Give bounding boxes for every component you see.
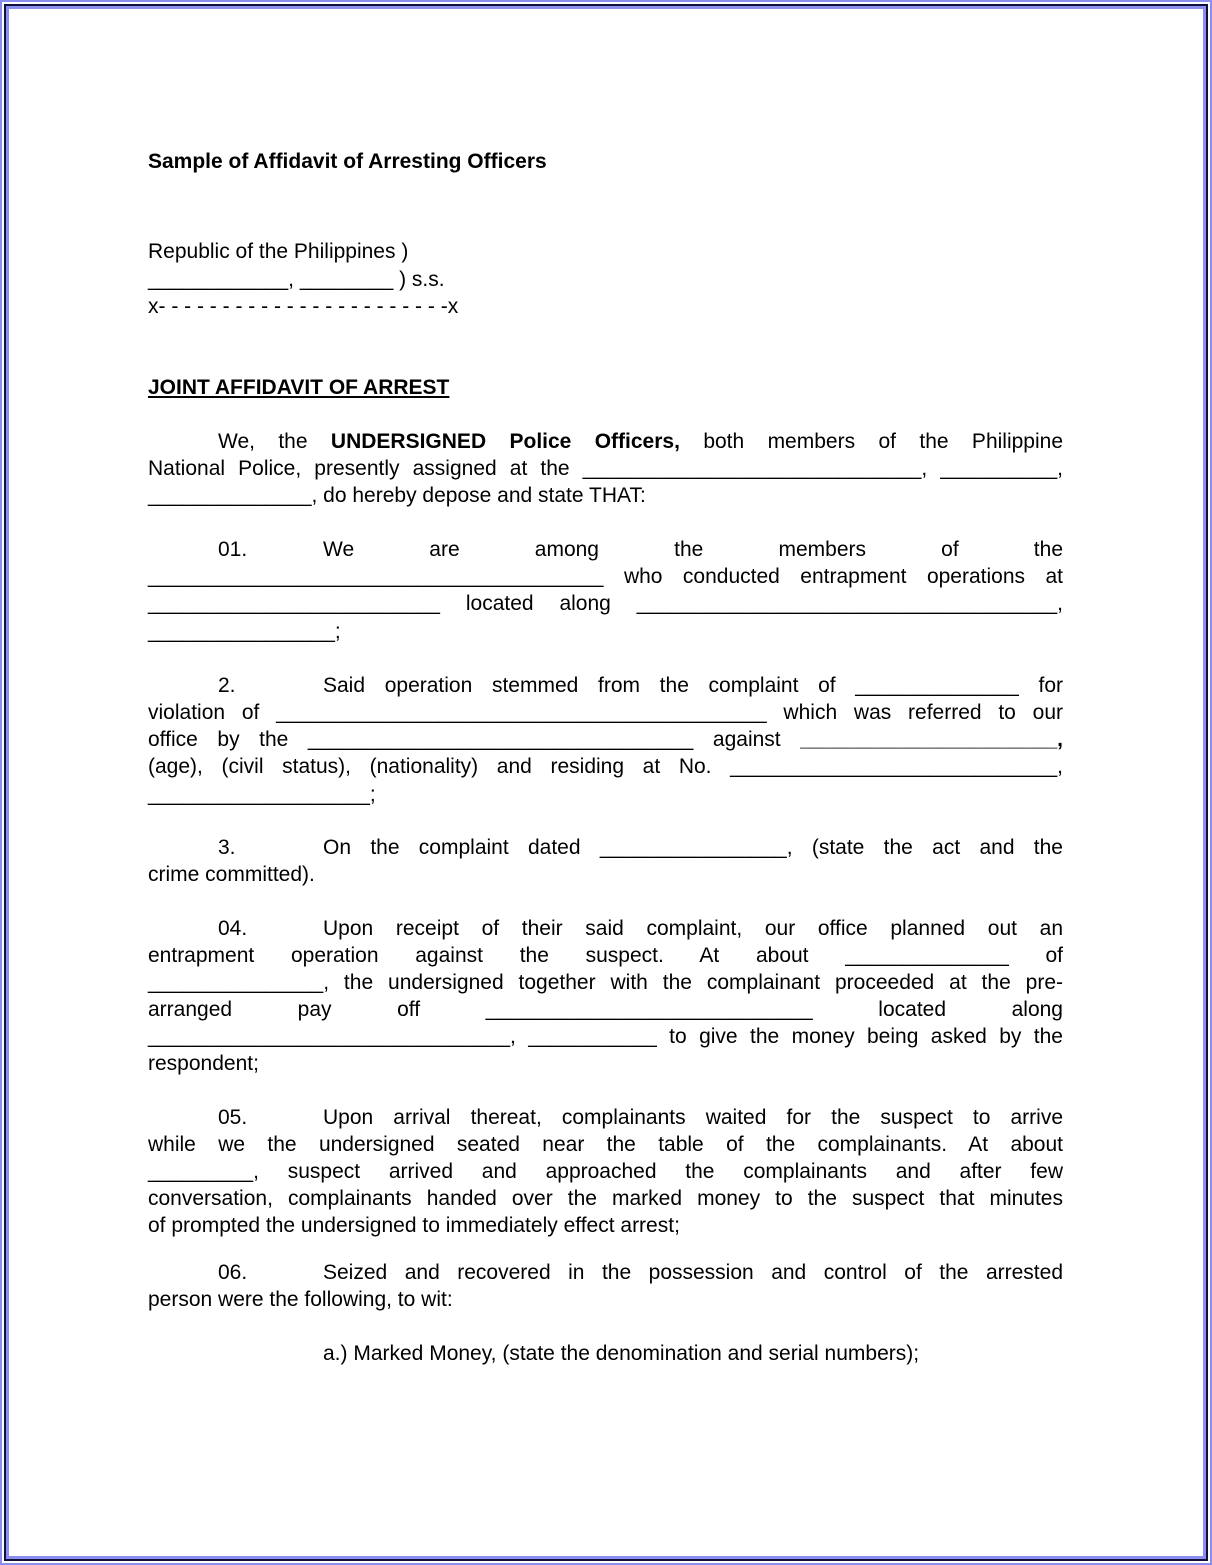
line-text: _______________________________________ who conducted entrapment operations at: [148, 565, 1063, 588]
line-text: Upon receipt of their said complaint, our office planned out an: [323, 917, 1063, 940]
line-text: _________________________ located along ____________________________________,: [148, 592, 1063, 615]
line-text: _______________________________, ___________ to give the money being asked by the: [148, 1025, 1063, 1048]
body-line: [148, 781, 1063, 808]
body-line: [148, 563, 1063, 590]
line-text: Upon arrival thereat, complainants waited for the suspect to arrive: [323, 1106, 1063, 1129]
line-text: crime committed).: [148, 863, 315, 886]
body-line: [148, 1286, 1063, 1313]
line-text: arranged pay off ____________________________ located along: [148, 998, 1063, 1021]
body-line: [148, 1158, 1063, 1185]
caption-separator: x- - - - - - - - - - - - - - - - - - - - - - -x: [148, 295, 459, 318]
body-line: [148, 969, 1063, 996]
line-text: ______________, do hereby depose and state THAT:: [148, 484, 646, 507]
body-line: [148, 1185, 1063, 1212]
body-line: [148, 618, 1063, 645]
body-line: [148, 1212, 1063, 1239]
caption-blanks: ____________, ________ ) s.s.: [148, 268, 445, 291]
paragraph-number: 01.: [218, 538, 248, 561]
caption-venue: Republic of the Philippines ): [148, 240, 409, 263]
body-line: [148, 1023, 1063, 1050]
bold-text: UNDERSIGNED Police Officers,: [330, 430, 680, 453]
body-line: [148, 942, 1063, 969]
body-line: [148, 834, 1063, 861]
line-text: office by the _________________________________ against: [148, 728, 801, 751]
body-line: [148, 590, 1063, 617]
line-text: _______________, the undersigned together with the complainant proceeded at the pre-: [148, 971, 1063, 994]
body-line: [148, 699, 1063, 726]
paragraph-number: 2.: [218, 674, 236, 697]
line-text: (age), (civil status), (nationality) and residing at No. ____________________________,: [148, 755, 1063, 778]
body-line: [148, 1259, 1063, 1286]
line-text: violation of __________________________________________ which was referred to our: [148, 701, 1063, 724]
paragraph-number: 04.: [218, 917, 248, 940]
body-line: [148, 861, 1063, 888]
body-line: [148, 428, 1063, 455]
affidavit-heading: JOINT AFFIDAVIT OF ARREST: [148, 376, 450, 399]
body-line: [148, 915, 1063, 942]
body-line: [148, 672, 1063, 699]
body-line: [148, 1340, 1063, 1367]
body-line: [148, 1104, 1063, 1131]
body-line: [148, 1050, 1063, 1077]
bold-text: ______________________,: [800, 728, 1063, 751]
line-text: We are among the members of the: [323, 538, 1063, 561]
body-line: [148, 726, 1063, 753]
body-line: [148, 753, 1063, 780]
document-title: Sample of Affidavit of Arresting Officers: [148, 150, 547, 173]
paragraph-number: 3.: [218, 836, 236, 859]
line-text: entrapment operation against the suspect. At about ______________ of: [148, 944, 1063, 967]
line-text: a.) Marked Money, (state the denomination and serial numbers);: [323, 1342, 920, 1365]
body-line: [148, 996, 1063, 1023]
line-text: ________________;: [148, 620, 341, 643]
line-text: Said operation stemmed from the complaint of ______________ for: [323, 674, 1063, 697]
line-text: National Police, presently assigned at the _____________________________, __________,: [148, 457, 1063, 480]
line-text: respondent;: [148, 1052, 259, 1075]
line-text: conversation, complainants handed over the marked money to the suspect that minutes: [148, 1187, 1063, 1210]
line-text: person were the following, to wit:: [148, 1288, 453, 1311]
paragraph-number: 05.: [218, 1106, 248, 1129]
line-text: Seized and recovered in the possession and control of the arrested: [323, 1261, 1063, 1284]
line-text: On the complaint dated ________________, (state the act and the: [323, 836, 1063, 859]
line-text: _________, suspect arrived and approached the complainants and after few: [148, 1160, 1063, 1183]
line-text: both members of the Philippine: [679, 430, 1063, 453]
line-text: We, the: [218, 430, 331, 453]
paragraph-number: 06.: [218, 1261, 248, 1284]
body-line: [148, 482, 1063, 509]
line-text: of prompted the undersigned to immediately effect arrest;: [148, 1214, 680, 1237]
body-line: [148, 1131, 1063, 1158]
body-line: [148, 536, 1063, 563]
line-text: ___________________;: [148, 783, 376, 806]
line-text: while we the undersigned seated near the table of the complainants. At about: [148, 1133, 1063, 1156]
body-line: [148, 455, 1063, 482]
